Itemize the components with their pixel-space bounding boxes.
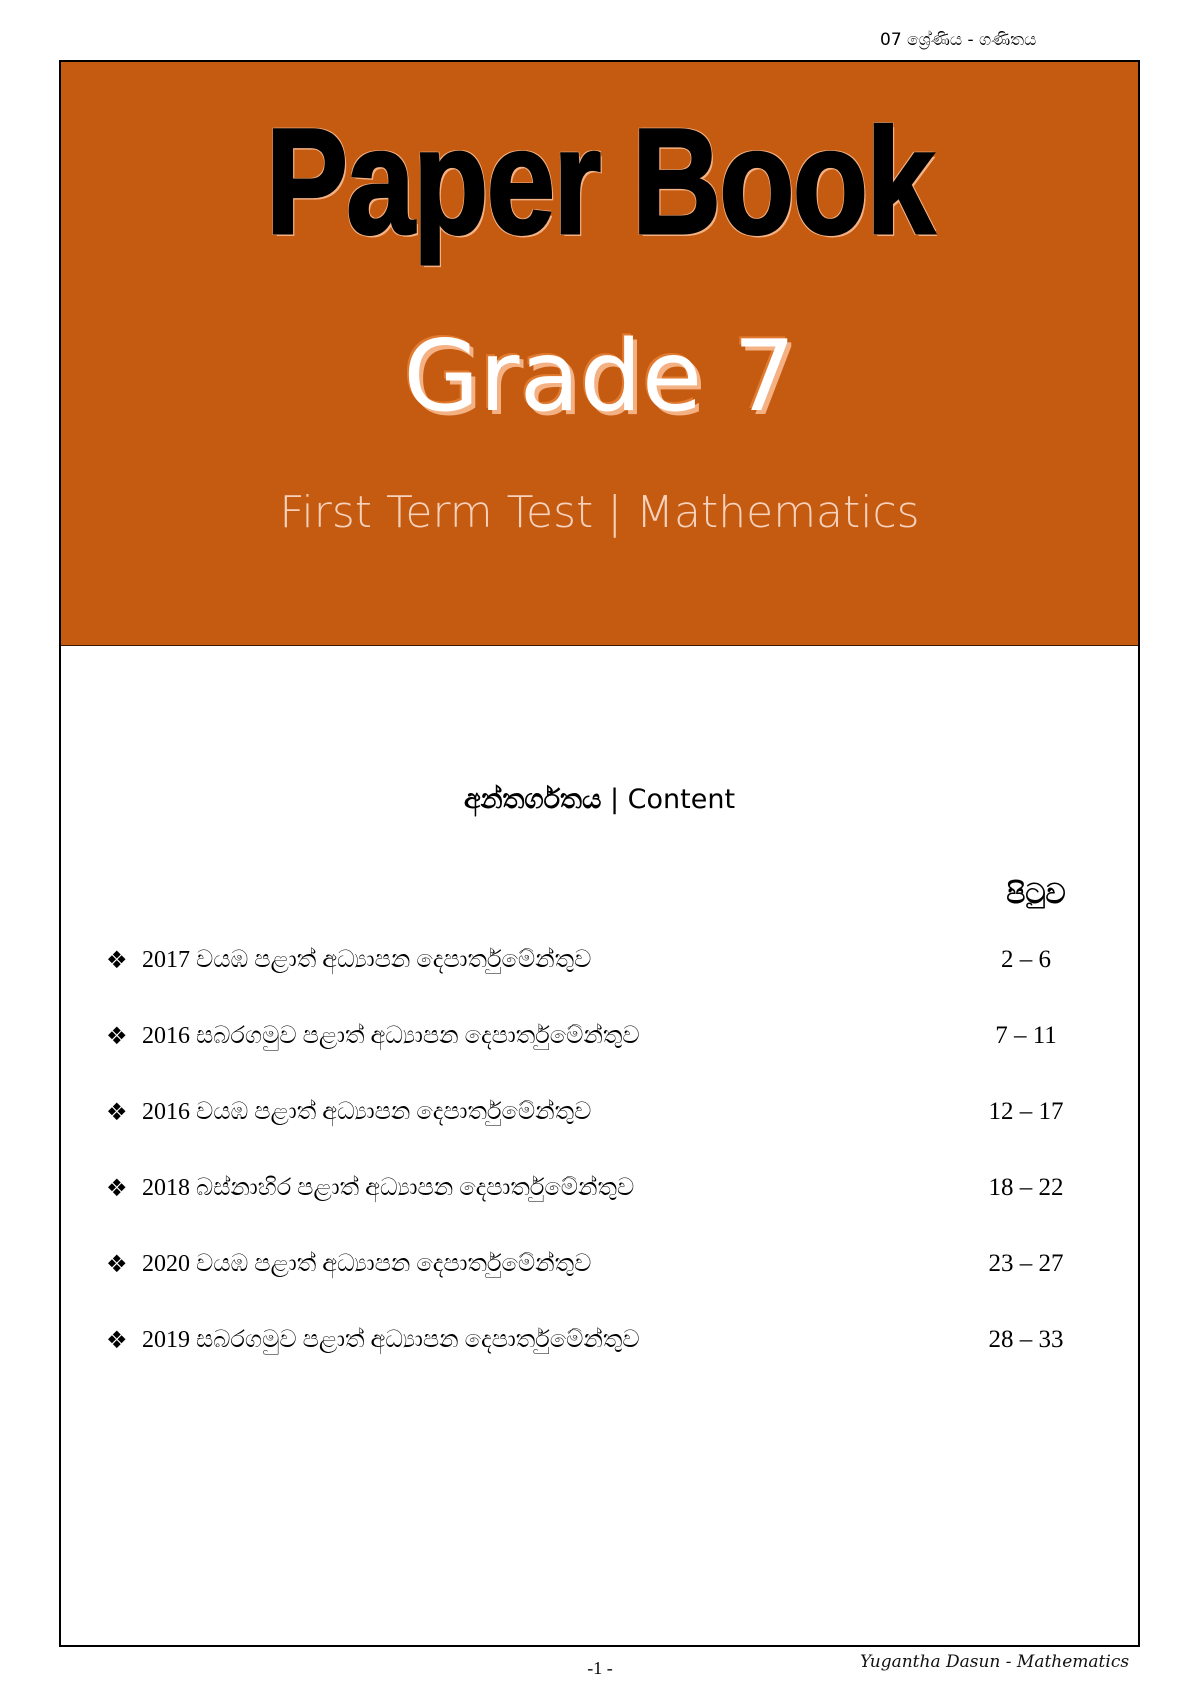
toc-item-label: 2016 සබරගමුව පළාත් අධ්‍යාපන දෙපාර්තුමේන්තුව [142,1023,640,1049]
toc-item-pages: 23 – 27 [988,1250,1064,1277]
diamond-bullet-icon: ❖ [106,1098,128,1126]
diamond-bullet-icon: ❖ [106,946,128,974]
toc-item [106,1018,1106,1094]
toc-item-label: 2017 වයඹ පළාත් අධ්‍යාපන දෙපාර්තුමේන්තුව [142,947,592,973]
toc-item-label: 2016 වයඹ පළාත් අධ්‍යාපන දෙපාර්තුමේන්තුව [142,1099,592,1125]
author-signature: Yugantha Dasun - Mathematics [860,1652,1130,1672]
diamond-bullet-icon: ❖ [106,1250,128,1278]
toc-item [106,1094,1106,1170]
title-banner [61,62,1138,646]
page-column-heading: පිටුව [1006,877,1066,910]
diamond-bullet-icon: ❖ [106,1022,128,1050]
toc-item [106,1170,1106,1246]
toc-item-label: 2019 සබරගමුව පළාත් අධ්‍යාපන දෙපාර්තුමේන්තුව [142,1327,640,1353]
content-heading-sinhala: අන්තර්ගතය [463,784,602,815]
toc-item-label: 2020 වයඹ පළාත් අධ්‍යාපන දෙපාර්තුමේන්තුව [142,1251,592,1277]
toc-item-pages: 18 – 22 [988,1174,1064,1201]
book-title: Paper Book [265,97,934,265]
banner-subtitle: First Term Test | Mathematics [279,487,920,538]
page-frame [59,60,1140,1647]
toc-item-pages: 7 – 11 [995,1022,1057,1049]
header-note: 07 ශ්‍රේණිය - ගණිතය [880,30,1037,50]
toc-item [106,942,1106,1018]
content-heading-english: Content [627,784,736,815]
toc-item-pages: 12 – 17 [988,1098,1064,1125]
table-of-contents [106,942,1106,1398]
toc-item-label: 2018 බස්නාහිර පළාත් අධ්‍යාපන දෙපාර්තුමේන්තුව [142,1175,635,1201]
toc-item [106,1246,1106,1322]
page-number: -1 - [587,1658,613,1678]
diamond-bullet-icon: ❖ [106,1326,128,1354]
toc-item-pages: 2 – 6 [1001,946,1051,973]
content-heading-separator: | [601,784,628,815]
content-heading [61,784,1138,816]
toc-item [106,1322,1106,1398]
toc-item-pages: 28 – 33 [988,1326,1064,1353]
diamond-bullet-icon: ❖ [106,1174,128,1202]
grade-title: Grade 7 [403,320,796,434]
